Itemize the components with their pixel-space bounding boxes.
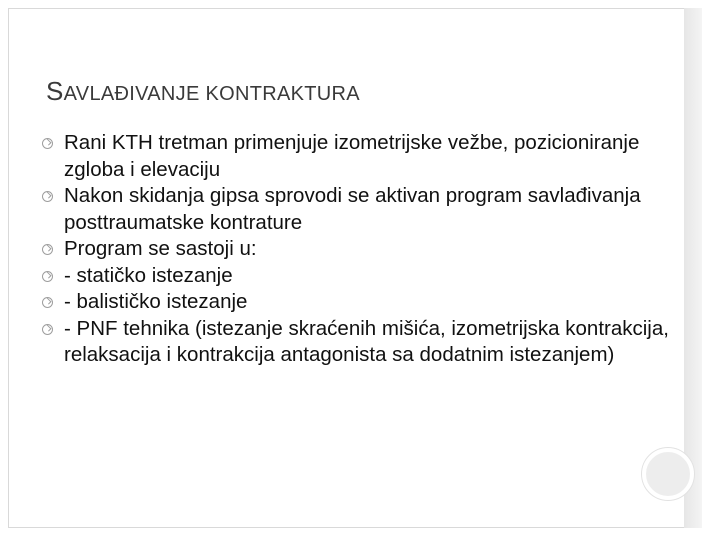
slide-side-bar (684, 8, 702, 528)
circle-arrow-icon (42, 138, 53, 149)
list-item (36, 289, 676, 316)
list-item (36, 236, 676, 263)
circle-arrow-icon (42, 244, 53, 255)
list-item (36, 316, 676, 369)
title-rest: AVLAĐIVANJE KONTRAKTURA (63, 83, 360, 105)
list-item (36, 263, 676, 290)
decorative-circle (642, 448, 694, 500)
slide-title (46, 76, 360, 107)
bullet-text: Rani KTH tretman primenjuje izometrijske vežbe, pozicioniranje zgloba i elevaciju (64, 131, 640, 181)
bullet-text: - PNF tehnika (istezanje skraćenih mišića, izometrijska kontrakcija, relaksacija i kontrakcija antagonista sa dodatnim istezanjem) (64, 316, 669, 366)
bullet-list (36, 130, 676, 369)
circle-arrow-icon (42, 271, 53, 282)
list-item (36, 183, 676, 236)
list-item (36, 130, 676, 183)
circle-arrow-icon (42, 191, 53, 202)
bullet-text: - statičko istezanje (64, 263, 233, 287)
bullet-text: Program se sastoji u: (64, 237, 257, 260)
bullet-text: - balističko istezanje (64, 290, 248, 313)
circle-arrow-icon (42, 297, 53, 308)
circle-arrow-icon (42, 324, 53, 335)
title-first-letter: S (46, 76, 64, 106)
bullet-text: Nakon skidanja gipsa sprovodi se aktivan program savlađivanja posttraumatske kontrature (64, 184, 641, 234)
